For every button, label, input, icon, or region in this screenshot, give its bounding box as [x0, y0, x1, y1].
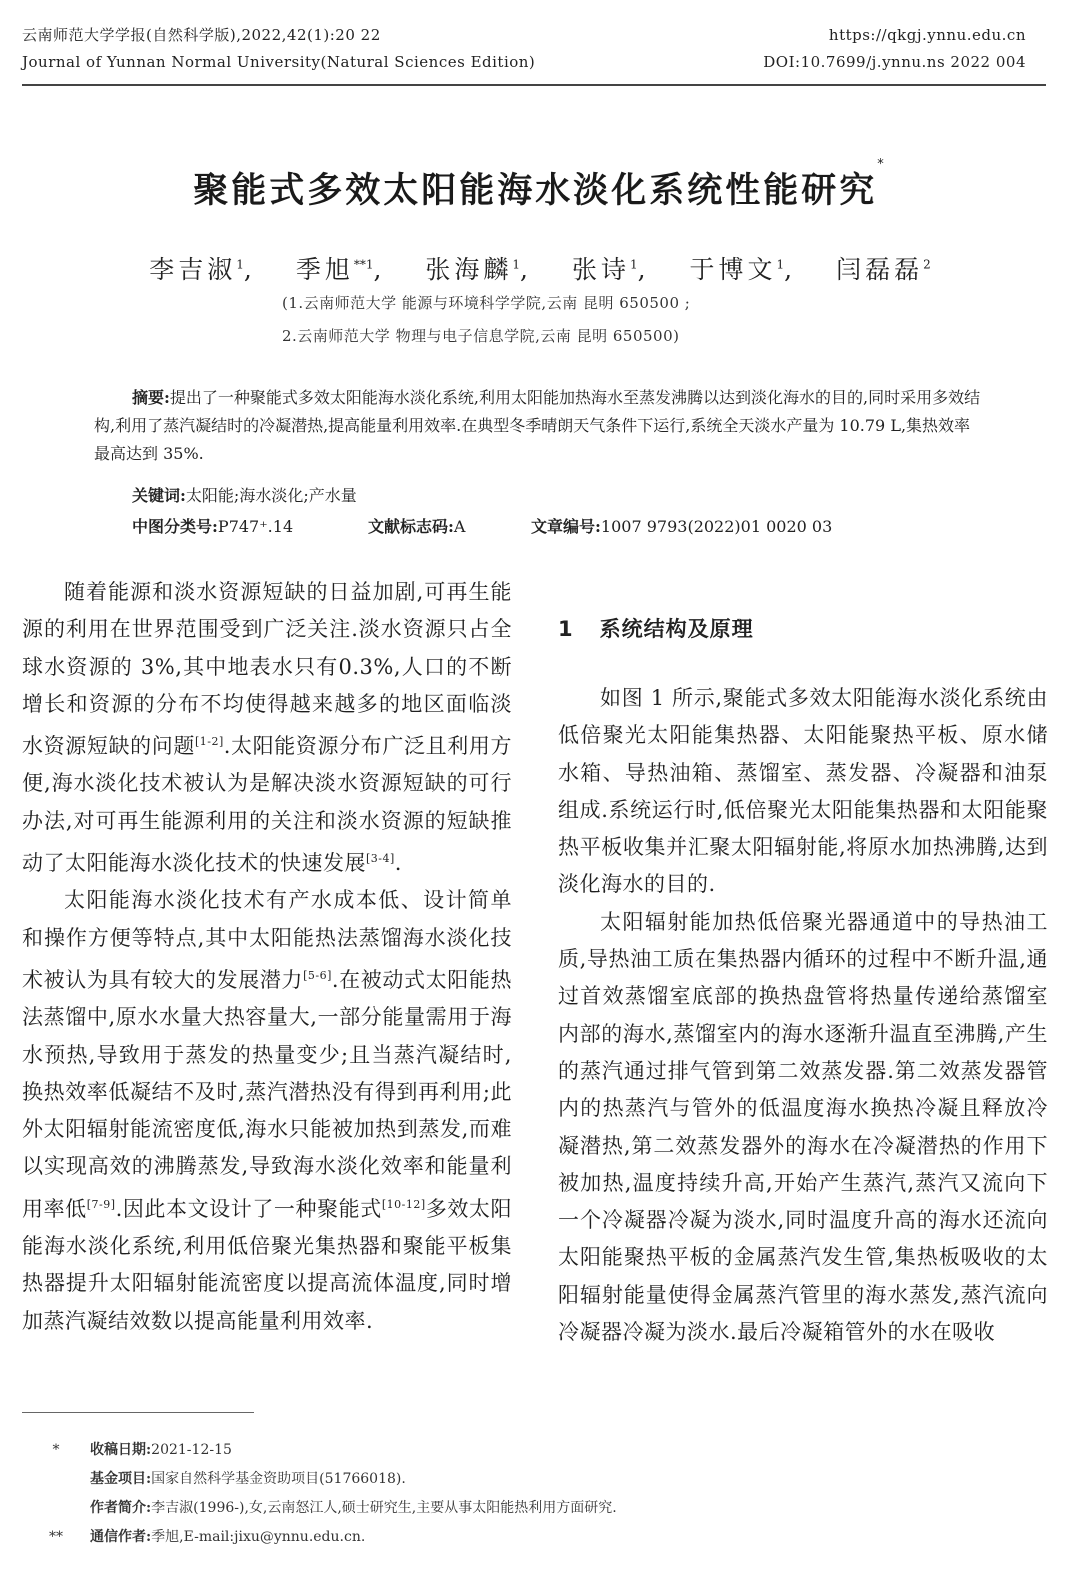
text-run: 太阳能海水淡化技术有产水成本低、设计简单和操作方便等特点,其中太阳能热法蒸馏海水淡化技术被认为具有较大的发展潜力 [22, 888, 512, 992]
journal-links [763, 22, 1026, 76]
journal-url[interactable]: https://qkgj.ynnu.edu.cn [828, 26, 1026, 44]
text-run: 随着能源和淡水资源短缺的日益加剧,可再生能源的利用在世界范围受到广泛关注.淡水资源只占全球水资源的 3%,其中地表水只有0.3%,人口的不断增长和资源的分布不均使得越来越多的地区面临淡水资源短缺的问题 [22, 580, 512, 759]
journal-name-en: Journal of Yunnan Normal University(Natural Sciences Edition) [22, 53, 536, 71]
author-name: 张海麟 [425, 255, 513, 284]
author-affil-mark: 1 [776, 257, 785, 272]
journal-name-cn: 云南师范大学学报(自然科学版),2022,42(1):20 22 [22, 26, 381, 44]
affiliation-2: 2.云南师范大学 物理与电子信息学院,云南 昆明 650500) [282, 327, 680, 345]
author-separator: , [520, 255, 532, 284]
section-title: 系统结构及原理 [599, 617, 754, 641]
keywords-label: 关键词: [132, 486, 186, 505]
journal-info [22, 22, 535, 76]
paper-title [0, 157, 1080, 213]
author-affil-mark: 1 [236, 257, 244, 272]
footnote-divider [22, 1412, 254, 1413]
paragraph: 太阳辐射能加热低倍聚光器通道中的导热油工质,导热油工质在集热器内循环的过程中不断升温,通过首效蒸馏室底部的换热盘管将热量传递给蒸馏室内部的海水,蒸馏室内的海水逐渐升温直至沸腾,产生的蒸汽通过排气管到第二效蒸发器.第二效蒸发器管内的热蒸汽与管外的低温度海水换热冷凝且释放冷凝潜热,第二效蒸发器外的海水在冷凝潜热的作用下被加热,温度持续升高,开始产生蒸汽,蒸汽又流向下一个冷凝器冷凝为淡水,同时温度升高的海水还流向太阳能聚热平板的金属蒸汽发生管,集热板吸收的太阳辐射能量使得金属蒸汽管里的海水蒸发,蒸汽流向冷凝器冷凝为淡水.最后冷凝箱管外的水在吸收 [558, 909, 1048, 1345]
footnote-text: 2021-12-15 [151, 1442, 232, 1458]
abstract [94, 384, 984, 468]
author-name: 李吉淑 [149, 255, 237, 284]
footnote-received [22, 1436, 617, 1465]
author-affil-mark: 1 [512, 257, 521, 272]
author-name: 张诗 [571, 255, 630, 284]
affiliation-1: (1.云南师范大学 能源与环境科学学院,云南 昆明 650500 ; [282, 294, 691, 312]
author-separator: , [637, 255, 650, 284]
footnote-label: 基金项目: [90, 1471, 152, 1487]
author [296, 255, 386, 284]
article-number [531, 514, 832, 537]
footnote-author-bio [22, 1494, 617, 1523]
author [425, 255, 532, 284]
doi[interactable]: DOI:10.7699/j.ynnu.ns 2022 004 [763, 53, 1026, 71]
text-run: . [394, 851, 402, 876]
author-separator: , [373, 255, 386, 284]
footnote-text[interactable]: 季旭,E-mail:jixu@ynnu.edu.cn. [151, 1529, 366, 1545]
author-list [0, 250, 1080, 286]
footnote-label: 作者简介: [90, 1500, 152, 1516]
author-name: 闫磊磊 [836, 255, 924, 284]
article-number-value: 1007 9793(2022)01 0020 03 [600, 517, 833, 536]
author-name: 于博文 [689, 255, 777, 284]
article-number-label: 文章编号: [531, 517, 601, 536]
clc-value: P747⁺.14 [217, 517, 294, 536]
footnotes [22, 1436, 617, 1552]
body-left-column [22, 574, 512, 1340]
footnote-text: 国家自然科学基金资助项目(51766018). [151, 1471, 406, 1487]
document-code-label: 文献标志码: [368, 517, 454, 536]
keywords-text: 太阳能;海水淡化;产水量 [185, 486, 357, 505]
citation[interactable]: [10-12] [381, 1197, 426, 1211]
footnote-text: 李吉淑(1996-),女,云南怒江人,硕士研究生,主要从事太阳能热利用方面研究. [151, 1500, 617, 1516]
author-affil-mark: **1 [353, 257, 374, 272]
author-separator: , [243, 255, 256, 284]
paragraph [22, 882, 512, 1340]
author [690, 255, 797, 284]
footnote-mark: * [52, 1442, 60, 1458]
body-right-column [558, 680, 1048, 1351]
footnote-mark: ** [49, 1529, 63, 1545]
citation[interactable]: [7-9] [86, 1197, 116, 1211]
citation[interactable]: [1-2] [194, 735, 224, 749]
clc-label: 中图分类号: [132, 517, 218, 536]
author-separator: , [784, 255, 797, 284]
author-affil-mark: 2 [923, 257, 931, 272]
author [836, 255, 931, 284]
author-name: 季旭 [295, 255, 354, 284]
footnote-corresponding-author [22, 1523, 617, 1552]
text-run: .在被动式太阳能热法蒸馏中,原水水量大热容量大,一部分能量需用于海水预热,导致用于蒸发的热量变少;且当蒸汽凝结时,换热效率低凝结不及时,蒸汽潜热没有得到再利用;此外太阳辐射能流密度低,海水只能被加热到蒸发,而难以实现高效的沸腾蒸发,导致海水淡化效率和能量利用率低 [22, 967, 512, 1221]
text-run: .因此本文设计了一种聚能式 [115, 1196, 382, 1221]
section-number: 1 [558, 617, 574, 641]
paragraph [22, 574, 512, 882]
paper-title-text: 聚能式多效太阳能海水淡化系统性能研究 [193, 171, 878, 211]
author [572, 255, 650, 284]
citation[interactable]: [5-6] [303, 968, 332, 982]
abstract-text: 提出了一种聚能式多效太阳能海水淡化系统,利用太阳能加热海水至蒸发沸腾以达到淡化海水的目的,同时采用多效结构,利用了蒸汽凝结时的冷凝潜热,提高能量利用效率.在典型冬季晴朗天气条件下运行,系统全天淡水产量为 10.79 L,集热效率最高达到 35%. [94, 388, 981, 463]
clc-number [132, 514, 293, 537]
citation[interactable]: [3-4] [366, 852, 395, 866]
footnote-label: 通信作者: [90, 1529, 152, 1545]
document-code-value: A [453, 517, 466, 536]
footnote-label: 收稿日期: [90, 1442, 152, 1458]
keywords [132, 483, 357, 506]
text-run: 多效太阳能海水淡化系统,利用低倍聚光集热器和聚能平板集热器提升太阳辐射能流密度以提高流体温度,同时增加蒸汽凝结效数以提高能量利用效率. [22, 1196, 512, 1333]
author-affil-mark: 1 [629, 257, 638, 272]
running-header [22, 22, 1046, 86]
section-heading [558, 613, 754, 643]
title-footnote-mark: * [877, 157, 887, 172]
author [149, 255, 256, 284]
paragraph: 如图 1 所示,聚能式多效太阳能海水淡化系统由低倍聚光太阳能集热器、太阳能聚热平板、原水储水箱、导热油箱、蒸馏室、蒸发器、冷凝器和油泵组成.系统运行时,低倍聚光太阳能集热器和太阳能聚热平板收集并汇聚太阳辐射能,将原水加热沸腾,达到淡化海水的目的. [558, 686, 1048, 897]
footnote-funding [22, 1465, 617, 1494]
text-run: .太阳能资源分布广泛且利用方便,海水淡化技术被认为是解决淡水资源短缺的可行办法,对可再生能源利用的关注和淡水资源的短缺推动了太阳能海水淡化技术的快速发展 [22, 734, 512, 876]
abstract-label: 摘要: [132, 388, 170, 407]
document-code [368, 514, 465, 537]
